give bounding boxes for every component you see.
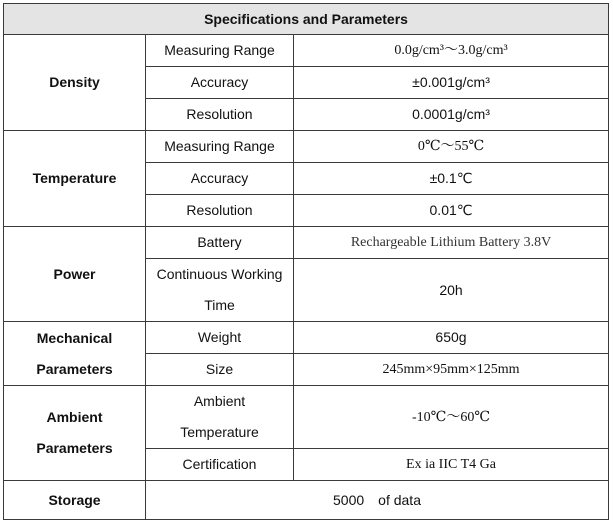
param-density-measuring-range: Measuring Range <box>146 35 294 67</box>
value-ambient-temperature: -10℃～60℃ <box>294 386 609 449</box>
param-ambient-temperature-line1: Ambient <box>193 393 246 409</box>
param-temperature-accuracy: Accuracy <box>146 163 294 195</box>
value-certification: Ex ia IIC T4 Ga <box>294 449 609 481</box>
group-ambient-line1: Ambient <box>46 409 103 425</box>
param-continuous-working-time <box>146 259 294 322</box>
specifications-table <box>3 3 609 520</box>
param-ambient-temperature <box>146 386 294 449</box>
group-power: Power <box>4 227 146 322</box>
param-density-accuracy: Accuracy <box>146 67 294 99</box>
group-ambient-parameters <box>4 386 146 481</box>
value-storage-number: 5000 <box>333 491 365 508</box>
group-ambient-line2: Parameters <box>36 440 113 456</box>
group-mechanical-line1: Mechanical <box>36 329 113 346</box>
param-size: Size <box>146 354 294 386</box>
value-temperature-measuring-range: 0℃～55℃ <box>294 131 609 163</box>
table-title: Specifications and Parameters <box>4 4 609 35</box>
group-density: Density <box>4 35 146 131</box>
value-density-accuracy: ±0.001g/cm³ <box>294 67 609 99</box>
value-size: 245mm×95mm×125mm <box>294 354 609 386</box>
value-storage <box>146 481 609 520</box>
value-weight: 650g <box>294 322 609 354</box>
param-continuous-working-time-line2: Time <box>204 297 235 313</box>
value-storage-unit: of data <box>378 491 421 508</box>
group-mechanical-parameters <box>4 322 146 386</box>
value-battery: Rechargeable Lithium Battery 3.8V <box>294 227 609 259</box>
value-continuous-working-time: 20h <box>294 259 609 322</box>
param-temperature-resolution: Resolution <box>146 195 294 227</box>
value-temperature-accuracy: ±0.1℃ <box>294 163 609 195</box>
group-mechanical-line2: Parameters <box>36 360 113 377</box>
param-certification: Certification <box>146 449 294 481</box>
value-density-measuring-range: 0.0g/cm³～3.0g/cm³ <box>294 35 609 67</box>
param-battery: Battery <box>146 227 294 259</box>
param-density-resolution: Resolution <box>146 99 294 131</box>
group-temperature: Temperature <box>4 131 146 227</box>
group-storage: Storage <box>4 481 146 520</box>
value-temperature-resolution: 0.01℃ <box>294 195 609 227</box>
param-ambient-temperature-line2: Temperature <box>180 424 259 440</box>
param-weight: Weight <box>146 322 294 354</box>
param-temperature-measuring-range: Measuring Range <box>146 131 294 163</box>
param-continuous-working-time-line1: Continuous Working <box>156 266 283 282</box>
value-density-resolution: 0.0001g/cm³ <box>294 99 609 131</box>
